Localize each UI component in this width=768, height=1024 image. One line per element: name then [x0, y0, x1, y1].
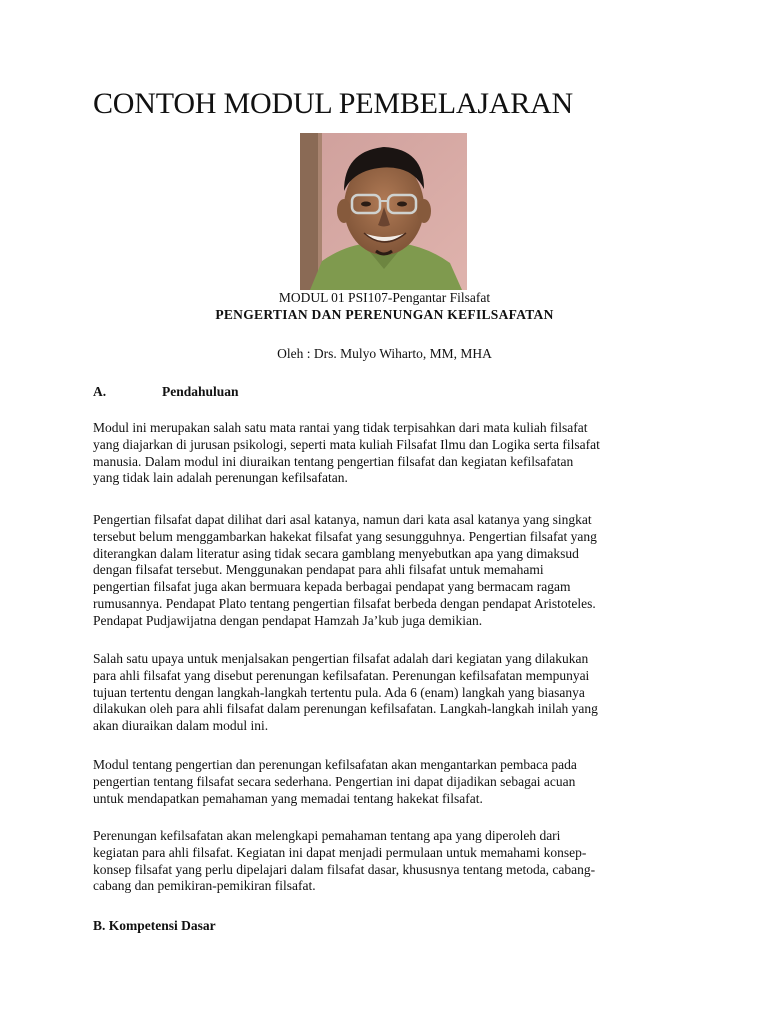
section-a-heading — [93, 384, 239, 400]
paragraph-line: para ahli filsafat yang disebut perenungan kefilsafatan. Perenungan kefilsafatan mempunyai — [93, 667, 590, 683]
paragraph-line: dilakukan oleh para ahli filsafat dalam perenungan kefilsafatan. Langkah-langkah inilah yang — [93, 701, 598, 717]
paragraph-3 — [93, 651, 676, 735]
paragraph-4 — [93, 757, 676, 807]
paragraph-line: tujuan tertentu dengan langkah-langkah tertentu pula. Ada 6 (enam) langkah yang biasanya — [93, 684, 585, 700]
paragraph-line: Pendapat Pudjawijatna dengan pendapat Hamzah Ja’kub juga demikian. — [93, 612, 483, 628]
paragraph-line: pengertian tentang filsafat secara sederhana. Pengertian ini dapat dijadikan sebagai acuan — [93, 773, 576, 789]
paragraph-line: akan diuraikan dalam modul ini. — [93, 718, 269, 734]
paragraph-line: Modul tentang pengertian dan perenungan kefilsafatan akan mengantarkan pembaca pada — [93, 757, 577, 772]
paragraph-line: Modul ini merupakan salah satu mata rantai yang tidak terpisahkan dari mata kuliah filsafat — [93, 420, 588, 435]
paragraph-line: Perenungan kefilsafatan akan melengkapi pemahaman tentang apa yang diperoleh dari — [93, 828, 561, 843]
paragraph-line: konsep filsafat yang perlu dipelajari dalam filsafat dasar, khususnya tentang metoda, cabang- — [93, 861, 596, 877]
paragraph-line: untuk mendapatkan pemahaman yang memadai tentang hakekat filsafat. — [93, 790, 483, 806]
module-title: PENGERTIAN DAN PERENUNGAN KEFILSAFATAN — [215, 307, 554, 322]
paragraph-line: dengan filsafat tersebut. Menggunakan pendapat para ahli filsafat untuk memahami — [93, 562, 544, 578]
paragraph-line: cabang dan pemikiran-pemikiran filsafat. — [93, 878, 316, 894]
paragraph-2 — [93, 512, 676, 630]
paragraph-1 — [93, 420, 676, 487]
paragraph-5 — [93, 828, 676, 895]
author-photo — [300, 133, 467, 290]
section-b-heading: B. Kompetensi Dasar — [93, 918, 216, 933]
paragraph-line: diterangkan dalam literatur asing tidak secara gamblang menyebutkan apa yang dimaksud — [93, 545, 579, 561]
paragraph-line: kegiatan para ahli filsafat. Kegiatan ini dapat menjadi permulaan untuk memahami konsep- — [93, 844, 587, 860]
paragraph-line: yang tidak lain adalah perenungan kefilsafatan. — [93, 470, 348, 486]
paragraph-line: pengertian filsafat juga akan bermuara kepada berbagai pendapat yang bermacam ragam — [93, 579, 571, 595]
paragraph-line: manusia. Dalam modul ini diuraikan tentang pengertian filsafat dan kegiatan kefilsafatan — [93, 453, 574, 469]
section-a-number: A. — [93, 384, 107, 399]
section-a-title: Pendahuluan — [162, 384, 239, 399]
paragraph-line: Salah satu upaya untuk menjalsakan pengertian filsafat adalah dari kegiatan yang dilakukan — [93, 651, 589, 666]
author-line: Oleh : Drs. Mulyo Wiharto, MM, MHA — [277, 346, 492, 361]
paragraph-line: yang diajarkan di jurusan psikologi, seperti mata kuliah Filsafat Ilmu dan Logika serta filsafat — [93, 436, 600, 452]
paragraph-line: Pengertian filsafat dapat dilihat dari asal katanya, namun dari kata asal katanya yang singkat — [93, 512, 592, 527]
paragraph-line: rumusannya. Pendapat Plato tentang pengertian filsafat berbeda dengan pendapat Aristoteles. — [93, 595, 596, 611]
paragraph-line: tersebut belum menggambarkan hakekat filsafat yang sesungguhnya. Pengertian filsafat yang — [93, 528, 597, 544]
document-title: CONTOH MODUL PEMBELAJARAN — [93, 87, 574, 120]
module-code: MODUL 01 PSI107-Pengantar Filsafat — [278, 290, 491, 305]
